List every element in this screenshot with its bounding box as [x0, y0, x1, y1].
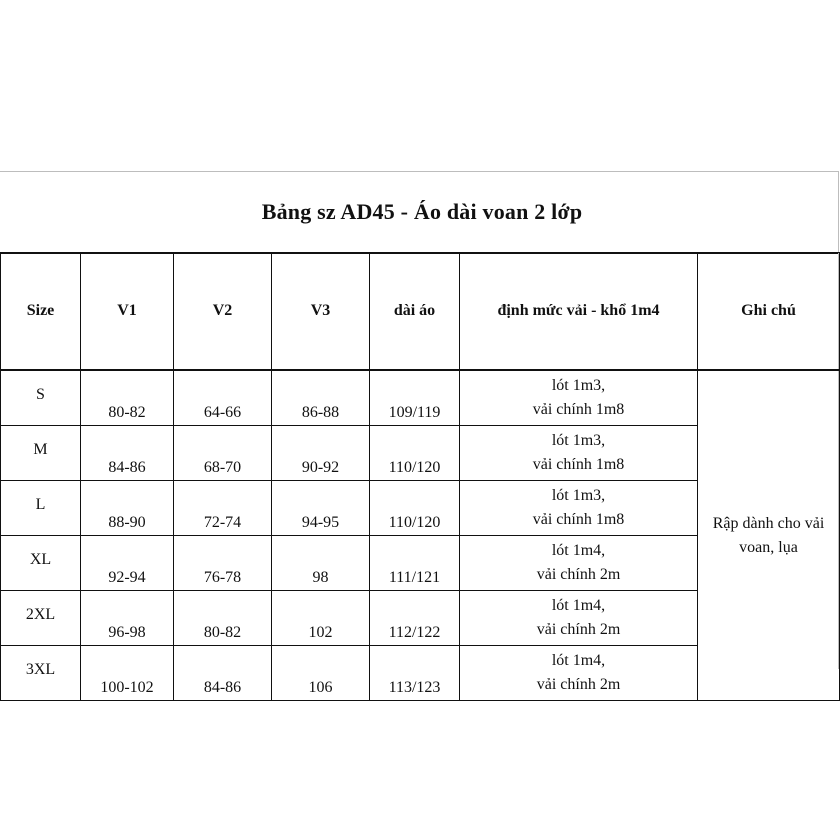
size-cell: 2XL [1, 591, 81, 646]
fabric-main: vải chính 2m [536, 566, 621, 583]
header-size: Size [1, 253, 81, 371]
v3-cell: 90-92 [272, 426, 370, 481]
length-cell: 113/123 [370, 646, 460, 701]
fabric-main: vải chính 2m [536, 676, 621, 693]
v2-cell: 68-70 [174, 426, 272, 481]
fabric-lining: lót 1m3, [551, 377, 606, 394]
v2-cell: 84-86 [174, 646, 272, 701]
length-cell: 112/122 [370, 591, 460, 646]
fabric-lining: lót 1m3, [551, 487, 606, 504]
header-note: Ghi chú [698, 253, 840, 371]
v3-cell: 102 [272, 591, 370, 646]
header-row [1, 253, 840, 371]
fabric-cell [460, 646, 698, 701]
fabric-main: vải chính 1m8 [532, 456, 625, 473]
length-cell: 110/120 [370, 481, 460, 536]
v1-cell: 96-98 [81, 591, 174, 646]
size-cell: S [1, 370, 81, 426]
note-cell [698, 370, 840, 701]
v3-cell: 86-88 [272, 370, 370, 426]
header-v1: V1 [81, 253, 174, 371]
fabric-lining: lót 1m4, [551, 652, 606, 669]
v2-cell: 76-78 [174, 536, 272, 591]
v3-cell: 106 [272, 646, 370, 701]
fabric-cell [460, 481, 698, 536]
size-cell: 3XL [1, 646, 81, 701]
header-length: dài áo [370, 253, 460, 371]
v1-cell: 80-82 [81, 370, 174, 426]
fabric-cell [460, 536, 698, 591]
note-line-1: Rập dành cho vải [712, 514, 825, 532]
v2-cell: 64-66 [174, 370, 272, 426]
fabric-cell [460, 370, 698, 426]
fabric-main: vải chính 1m8 [532, 401, 625, 418]
length-cell: 110/120 [370, 426, 460, 481]
size-cell: M [1, 426, 81, 481]
v2-cell: 80-82 [174, 591, 272, 646]
table-row [1, 370, 840, 426]
fabric-cell [460, 426, 698, 481]
fabric-lining: lót 1m4, [551, 597, 606, 614]
v2-cell: 72-74 [174, 481, 272, 536]
length-cell: 111/121 [370, 536, 460, 591]
header-v3: V3 [272, 253, 370, 371]
header-v2: V2 [174, 253, 272, 371]
v1-cell: 92-94 [81, 536, 174, 591]
fabric-main: vải chính 2m [536, 621, 621, 638]
v1-cell: 84-86 [81, 426, 174, 481]
note-line-2: voan, lụa [739, 538, 798, 556]
header-fabric: định mức vải - khổ 1m4 [460, 253, 698, 371]
size-table [0, 252, 840, 701]
page-title: Bảng sz AD45 - Áo dài voan 2 lớp [261, 199, 583, 224]
v1-cell: 88-90 [81, 481, 174, 536]
fabric-cell [460, 591, 698, 646]
v1-cell: 100-102 [81, 646, 174, 701]
length-cell: 109/119 [370, 370, 460, 426]
title-row [0, 172, 838, 254]
v3-cell: 98 [272, 536, 370, 591]
fabric-lining: lót 1m4, [551, 542, 606, 559]
size-cell: XL [1, 536, 81, 591]
fabric-lining: lót 1m3, [551, 432, 606, 449]
v3-cell: 94-95 [272, 481, 370, 536]
fabric-main: vải chính 1m8 [532, 511, 625, 528]
size-chart-sheet [0, 171, 839, 696]
size-cell: L [1, 481, 81, 536]
